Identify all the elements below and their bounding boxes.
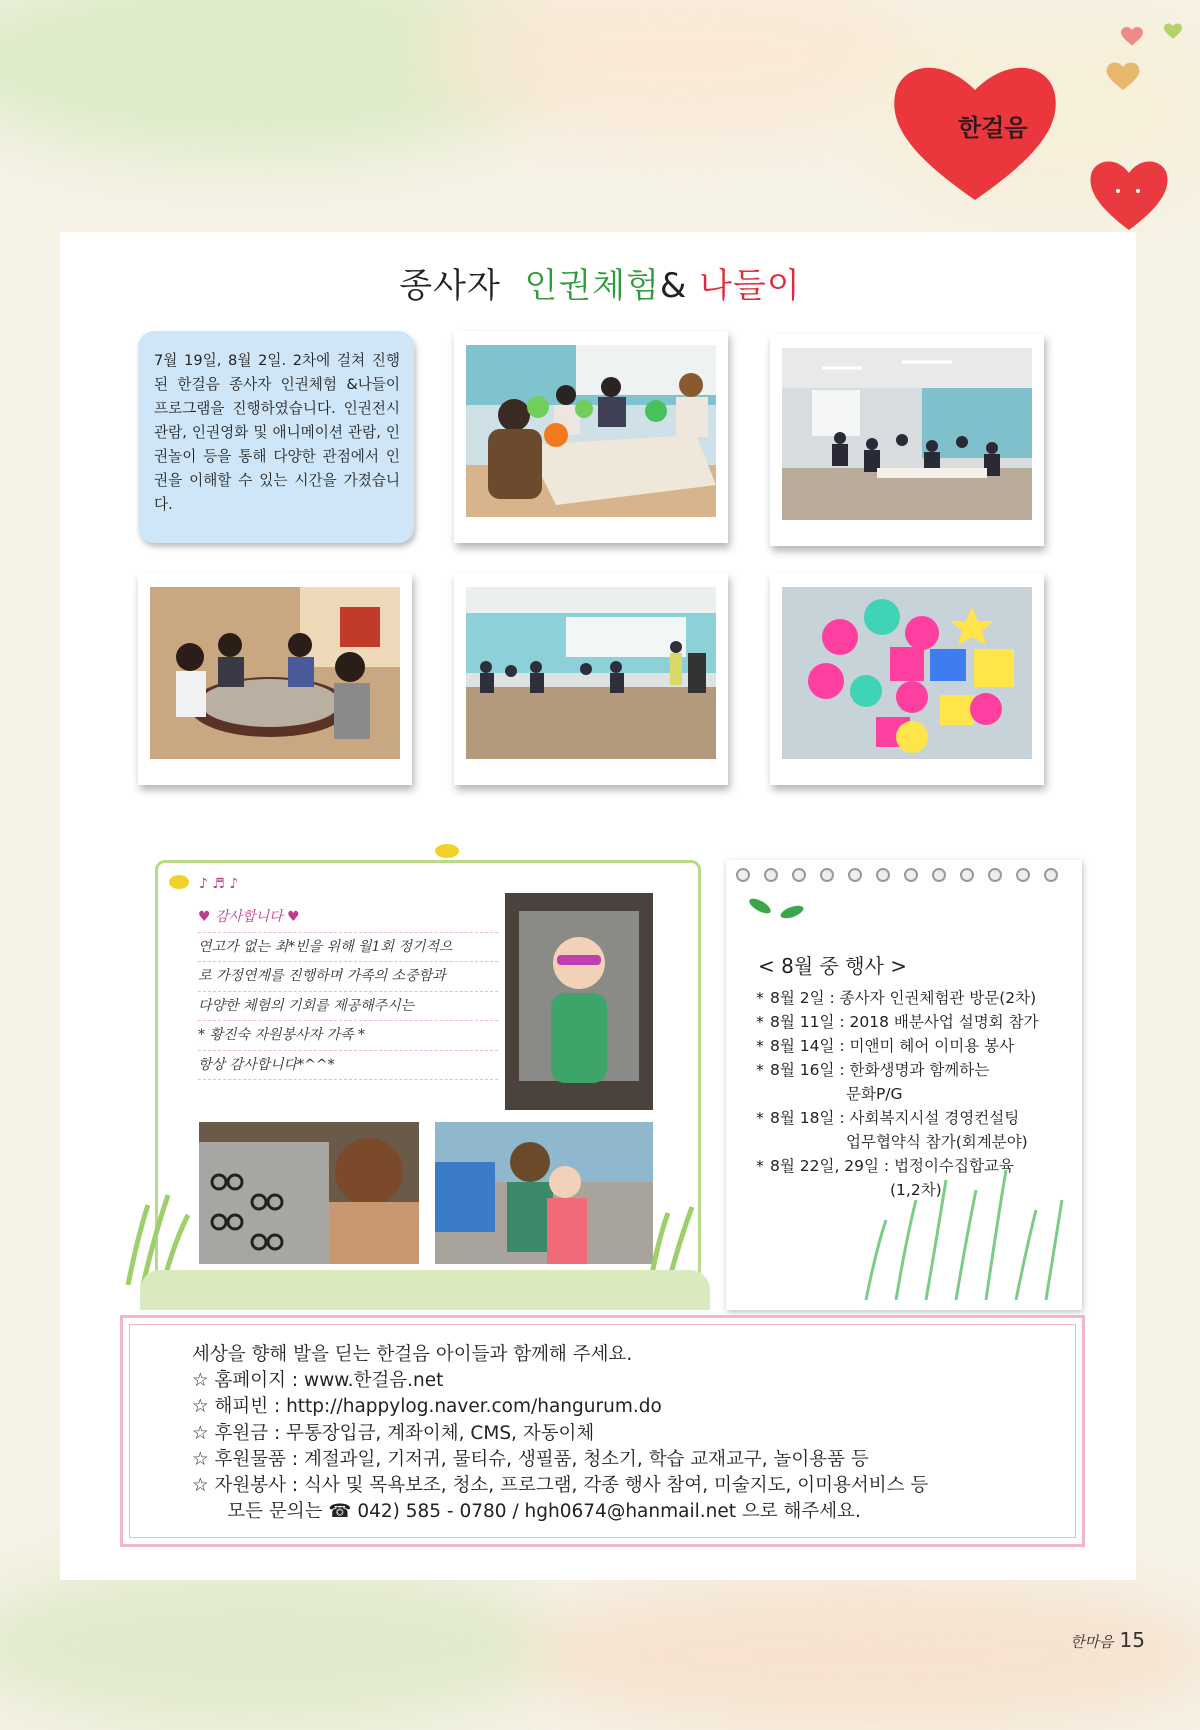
event-text: 8월 11일 : 2018 배분사업 설명회 참가 — [770, 1013, 1039, 1031]
title-part: & — [659, 266, 688, 306]
notepad-ring — [904, 868, 918, 882]
event-text: 8월 14일 : 미앤미 헤어 이미용 봉사 — [770, 1037, 1015, 1055]
bird-music-icon — [165, 868, 275, 894]
photo-workshop-balloons — [466, 345, 716, 517]
page-number: 15 — [1119, 1628, 1145, 1652]
footer-brand: 한마음 — [1070, 1633, 1114, 1651]
event-item: * 8월 16일 : 한화생명과 함께하는 — [756, 1061, 990, 1079]
tiny-heart-icon — [1163, 22, 1183, 40]
event-item: * 8월 18일 : 사회복지시설 경영컨설팅 — [756, 1109, 1020, 1127]
tiny-heart-icon — [1105, 60, 1141, 92]
notepad-ring — [1044, 868, 1058, 882]
intro-box: 7월 19일, 8월 2일. 2차에 걸쳐 진행된 한걸음 종사자 인권체험 &나들이 프로그램을 진행하였습니다. 인권전시관람, 인권영화 및 애니메이션 관람, 인권놀이 등을 통해 다양한 관점에서 인권을 이해할 수 있는 시간을 가졌습니다. — [138, 331, 414, 543]
info-line: 세상을 향해 발을 딛는 한걸음 아이들과 함께해 주세요. — [192, 1344, 633, 1365]
event-text: 8월 22일, 29일 : 법정이수집합교육 — [770, 1157, 1014, 1175]
photo-frame — [770, 573, 1044, 785]
thanks-line: 항상 감사합니다*^^* — [198, 1051, 498, 1081]
events-list — [756, 986, 1076, 1202]
bg-wash — [520, 1580, 1200, 1730]
event-item: * 8월 11일 : 2018 배분사업 설명회 참가 — [756, 1013, 1039, 1031]
thanks-text — [198, 903, 498, 1080]
bird-icon — [432, 840, 462, 860]
event-text: 8월 16일 : 한화생명과 함께하는 — [770, 1061, 990, 1079]
thanks-heading: ♥ 감사합니다 ♥ — [198, 903, 498, 933]
notepad-ring — [764, 868, 778, 882]
thanks-line: * 황진숙 자원봉사자 가족 * — [198, 1021, 498, 1051]
info-line: 모든 문의는 ☎ 042) 585 - 0780 / hgh0674@hanmail.net 으로 해주세요. — [192, 1501, 861, 1523]
info-line: ☆ 해피빈 : http://happylog.naver.com/hangurum.do — [192, 1396, 662, 1418]
event-text: 8월 18일 : 사회복지시설 경영컨설팅 — [770, 1109, 1020, 1127]
event-item: * 8월 14일 : 미앤미 헤어 이미용 봉사 — [756, 1037, 1015, 1055]
photo-glasses-shop — [199, 1122, 419, 1264]
article-title — [0, 258, 1200, 307]
events-title: < 8월 중 행사 > — [758, 954, 907, 978]
event-item: * 8월 2일 : 종사자 인권체험관 방문(2차) — [756, 989, 1037, 1007]
event-item-continuation: (1,2차) — [890, 1181, 942, 1199]
title-part: 종사자 — [399, 266, 501, 306]
photo-classroom — [782, 348, 1032, 520]
notepad-ring — [792, 868, 806, 882]
info-line: ☆ 후원금 : 무통장입금, 계좌이체, CMS, 자동이체 — [192, 1422, 595, 1444]
title-part-red: 나들이 — [699, 266, 801, 306]
title-part-green: 인권체험 — [524, 266, 660, 306]
notepad-ring — [1016, 868, 1030, 882]
event-item-continuation: 업무협약식 참가(회계분야) — [846, 1133, 1028, 1151]
photo-sticky-notes — [782, 587, 1032, 759]
photo-frame — [454, 573, 728, 785]
svg-text:♪ ♬ ♪: ♪ ♬ ♪ — [199, 876, 239, 892]
logo-label: 한걸음 — [958, 114, 1028, 142]
thanks-line: 로 가정연계를 진행하며 가족의 소중함과 — [198, 962, 498, 992]
notepad-ring — [932, 868, 946, 882]
notepad-ring — [988, 868, 1002, 882]
page-footer — [1070, 1628, 1145, 1652]
photo-frame — [138, 573, 412, 785]
notepad-ring — [736, 868, 750, 882]
bg-wash — [0, 1560, 560, 1730]
notepad-ring — [876, 868, 890, 882]
thanks-line: 다양한 체험의 기회를 제공해주시는 — [198, 992, 498, 1022]
notepad-ring — [960, 868, 974, 882]
thanks-heading-text: 감사합니다 — [215, 909, 283, 925]
event-item: * 8월 22일, 29일 : 법정이수집합교육 — [756, 1157, 1014, 1175]
photo-frame — [454, 331, 728, 543]
event-item-continuation: 문화P/G — [846, 1085, 903, 1103]
photo-child-mirror — [505, 893, 653, 1110]
info-line: ☆ 후원물품 : 계절과일, 기저귀, 물티슈, 생필품, 청소기, 학습 교재교구, 놀이용품 등 — [192, 1448, 869, 1470]
small-heart-icon — [1088, 155, 1170, 233]
info-text — [192, 1342, 928, 1525]
leaf-icon — [740, 890, 820, 930]
notepad-ring — [820, 868, 834, 882]
info-line: ☆ 자원봉사 : 식사 및 목욕보조, 청소, 프로그램, 각종 행사 참여, 미술지도, 이미용서비스 등 — [192, 1474, 929, 1496]
photo-frame — [770, 334, 1044, 546]
notepad-ring — [848, 868, 862, 882]
tiny-heart-icon — [1120, 25, 1144, 47]
photo-restaurant — [150, 587, 400, 759]
event-text: 8월 2일 : 종사자 인권체험관 방문(2차) — [770, 989, 1037, 1007]
info-line: ☆ 홈페이지 : www.한걸음.net — [192, 1370, 444, 1392]
thanks-line: 연고가 없는 최*빈을 위해 월1회 정기적으 — [198, 933, 498, 963]
photo-child-street — [435, 1122, 653, 1264]
photo-hall — [466, 587, 716, 759]
grass-ground — [140, 1270, 710, 1310]
